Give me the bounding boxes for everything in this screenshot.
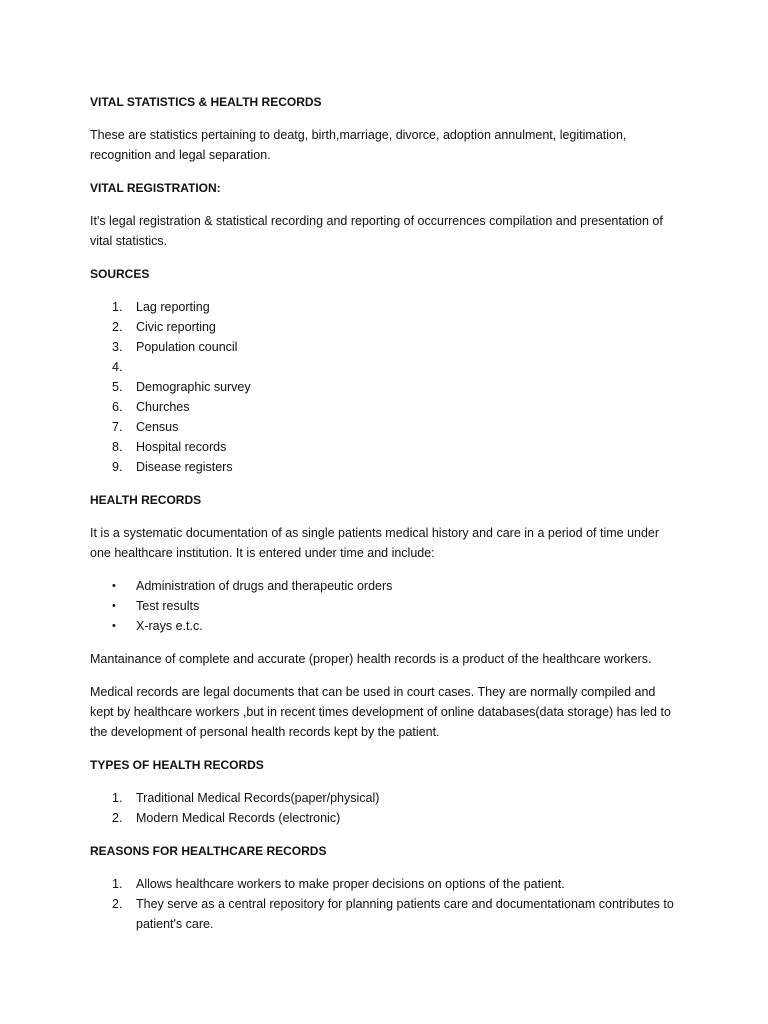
list-item-text: Population council <box>136 340 238 354</box>
types-heading: TYPES OF HEALTH RECORDS <box>90 758 264 772</box>
list-number: 8. <box>112 440 123 454</box>
health-records-paragraph: It is a systematic documentation of as single patients medical history and care in a period of time under one healthcare institution. It is entered under time and include: <box>90 526 660 560</box>
list-number: 2. <box>112 811 123 825</box>
list-item <box>90 377 680 397</box>
list-item-text: Demographic survey <box>136 380 251 394</box>
list-item <box>90 576 680 596</box>
list-item-text: Traditional Medical Records(paper/physical) <box>136 791 380 805</box>
list-item-text: Hospital records <box>136 440 227 454</box>
bullet-icon: • <box>112 620 116 632</box>
maintenance-paragraph: Mantainance of complete and accurate (proper) health records is a product of the healthcare workers. <box>90 652 652 666</box>
list-item <box>90 808 680 828</box>
list-number: 2. <box>112 897 123 911</box>
list-item <box>90 616 680 636</box>
list-item <box>90 297 680 317</box>
list-number: 1. <box>112 791 123 805</box>
list-item-text: X-rays e.t.c. <box>136 619 203 633</box>
bullet-icon: • <box>112 580 116 592</box>
list-number: 5. <box>112 380 123 394</box>
list-item-text: Census <box>136 420 179 434</box>
list-item-text: Administration of drugs and therapeutic orders <box>136 579 393 593</box>
list-item <box>90 317 680 337</box>
sources-heading: SOURCES <box>90 267 150 281</box>
list-item <box>90 457 680 477</box>
list-number: 3. <box>112 340 123 354</box>
health-records-heading: HEALTH RECORDS <box>90 493 202 507</box>
bullet-icon: • <box>112 600 116 612</box>
vital-registration-paragraph: It's legal registration & statistical recording and reporting of occurrences compilation and presentation of vital statistics. <box>90 214 663 248</box>
list-item-text: Modern Medical Records (electronic) <box>136 811 341 825</box>
list-item <box>90 357 680 377</box>
list-item-text: Allows healthcare workers to make proper decisions on options of the patient. <box>136 877 565 891</box>
intro-paragraph: These are statistics pertaining to deatg, birth,marriage, divorce, adoption annulment, legitimation, recognition and legal separation. <box>90 128 627 162</box>
list-item-text: Lag reporting <box>136 300 210 314</box>
list-item-text: They serve as a central repository for planning patients care and documentationam contributes to patient's care. <box>136 897 674 931</box>
list-number: 6. <box>112 400 123 414</box>
list-number: 1. <box>112 300 123 314</box>
list-item <box>90 596 680 616</box>
list-item <box>90 874 680 894</box>
list-item-text: Churches <box>136 400 190 414</box>
list-item-text: Disease registers <box>136 460 233 474</box>
health-records-list <box>90 576 680 636</box>
list-item <box>90 417 680 437</box>
reasons-heading: REASONS FOR HEALTHCARE RECORDS <box>90 844 327 858</box>
reasons-list <box>90 874 680 934</box>
list-number: 7. <box>112 420 123 434</box>
list-item <box>90 788 680 808</box>
list-item <box>90 437 680 457</box>
list-item <box>90 397 680 417</box>
document-page <box>90 92 680 947</box>
medical-records-paragraph: Medical records are legal documents that can be used in court cases. They are normally compiled and kept by healthcare workers ,but in recent times development of online databases(data storage) has led to the development of personal health records kept by the patient. <box>90 685 671 739</box>
types-list <box>90 788 680 828</box>
list-number: 1. <box>112 877 123 891</box>
list-item <box>90 337 680 357</box>
list-number: 2. <box>112 320 123 334</box>
list-number: 4. <box>112 360 123 374</box>
sources-list <box>90 297 680 477</box>
list-item-text: Test results <box>136 599 200 613</box>
list-item-text: Civic reporting <box>136 320 216 334</box>
document-title: VITAL STATISTICS & HEALTH RECORDS <box>90 95 322 109</box>
list-item <box>90 894 680 934</box>
vital-registration-heading: VITAL REGISTRATION: <box>90 181 221 195</box>
list-number: 9. <box>112 460 123 474</box>
